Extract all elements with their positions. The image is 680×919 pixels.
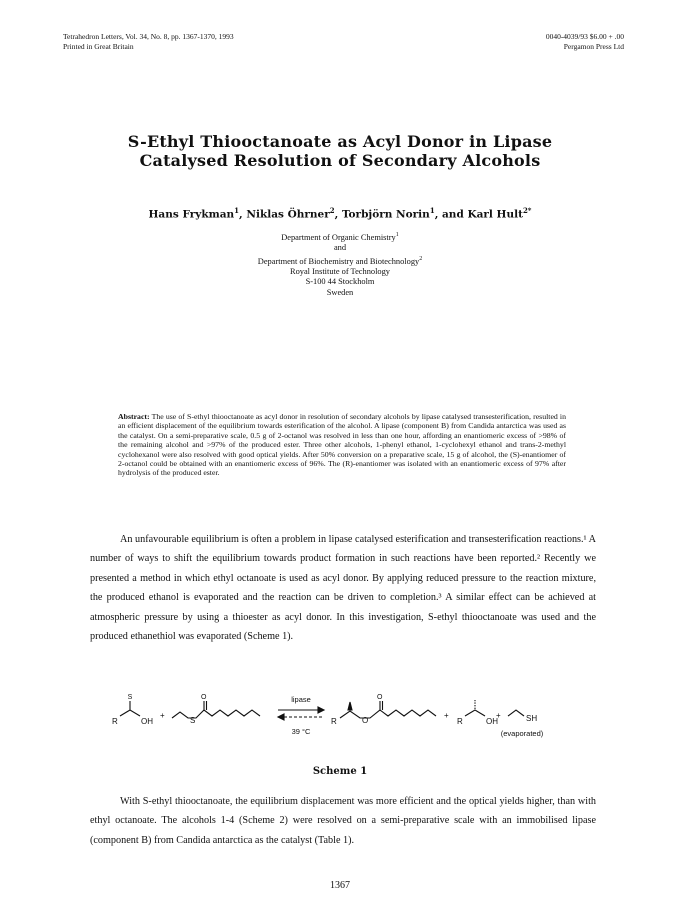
author-affil-mark: 1	[429, 206, 435, 215]
ester-oxygen-label: O	[362, 716, 369, 725]
journal-header	[63, 32, 234, 52]
body-paragraph-1	[90, 530, 596, 646]
scheme-caption: Scheme 1	[312, 766, 368, 777]
paragraph-text: With S-ethyl thiooctanoate, the equilibrium displacement was more efficient and the optical yields higher, than with ethyl octanoate. The alcohols 1-4 (Scheme 2) were resolved on a semi-preparative scale with an immobilised lipase (component B) from Candida antarctica as the catalyst (Table 1).	[90, 796, 596, 846]
page-number: 1367	[330, 880, 350, 891]
article-code: 0040-4039/93 $6.00 + .00	[545, 32, 624, 41]
stereo-mark: S	[127, 694, 133, 701]
r-group-label: R	[112, 717, 118, 726]
sulfur-label: S	[190, 716, 196, 725]
affiliation-and: and	[333, 243, 347, 253]
alcohol-skeleton	[120, 710, 140, 716]
affiliation-country: Sweden	[326, 287, 354, 297]
hydroxyl-label: OH	[486, 717, 498, 726]
r-group-label: R	[457, 717, 463, 726]
author-name: Torbjörn Norin	[341, 208, 430, 221]
remaining-alcohol-skeleton	[465, 710, 485, 716]
catalyst-label: lipase	[291, 695, 311, 704]
ester-skeleton	[340, 710, 436, 718]
paragraph-text: An unfavourable equilibrium is often a problem in lipase catalysed esterification and transesterification reactions.¹ A number of ways to shift the equilibrium towards product formation in such reactions have been reported.² Recently we presented a method in which ethyl octanoate is used as acyl donor. By applying reduced pressure to the reaction mixture, the produced ethanol is evaporated and the reaction can be driven to completion.³ A similar effect can be achieved at atmospheric pressure by using a thioester as acyl donor. In this investigation, S-ethyl thiooctanoate was used and the produced ethanethiol was evaporated (Scheme 1).	[90, 534, 596, 643]
ethanethiol-skeleton	[508, 710, 524, 716]
abstract-text: The use of S-ethyl thiooctanoate as acyl donor in resolution of secondary alcohols by lipase catalysed transesterification, resulted in an efficient displacement of the equilibrium towards esterification of the alcohol. A lipase (component B) from Candida antarctica was used as the catalyst. On a semi-preparative scale, 0.5 g of 2-octanol was resolved in less than one hour, affording an enantiomeric excess of >98% of the remaining alcohol and >97% of the produced ester. Three other alcohols, 1-phenyl ethanol, 1-cyclohexyl ethanol and trans-2-methyl cyclohexanol were also resolved with good optical yields. After 50% conversion on a preparative scale, 15 g of alcohol, the (S)-enantiomer of 2-octanol could be obtained with an enantiomeric excess of 96%. The (R)-enantiomer was isolated with an enantiomeric excess of 97% after hydrolysis of the produced ester.	[118, 412, 566, 478]
evaporated-label: (evaporated)	[500, 729, 544, 738]
thioester-skeleton	[172, 710, 260, 718]
scheme-1-diagram	[110, 690, 570, 770]
affiliation-address: S-100 44 Stockholm	[305, 277, 375, 287]
printed-location: Printed in Great Britain	[63, 42, 134, 51]
ester-carbonyl-oxygen-label: O	[377, 694, 383, 701]
plus-sign: +	[444, 711, 449, 720]
publisher-header	[546, 32, 624, 52]
affil-mark-2: 2	[419, 255, 423, 262]
title-line-1: S-Ethyl Thiooctanoate as Acyl Donor in Lipase	[127, 132, 553, 151]
carbonyl-oxygen-label: O	[201, 694, 207, 701]
author-affil-mark: 2	[329, 206, 335, 215]
author-affil-mark: 2*	[522, 206, 532, 215]
author-name: Hans Frykman	[148, 208, 235, 221]
author-name: Karl Hult	[467, 208, 523, 221]
author-list: Hans Frykman$^1$, Niklas Öhrner$^2$, Torbjörn Norin$^1$, and Karl Hult$^{2*}$	[148, 206, 532, 221]
publisher-name: Pergamon Press Ltd	[563, 42, 624, 51]
plus-sign: +	[496, 711, 501, 720]
hydroxyl-label: OH	[141, 717, 153, 726]
body-paragraph-2	[90, 792, 596, 850]
affiliations	[0, 230, 680, 298]
thiol-label: SH	[526, 714, 538, 723]
paper-title	[0, 132, 680, 170]
journal-citation: Tetrahedron Letters, Vol. 34, No. 8, pp. 1367-1370, 1993	[63, 32, 234, 41]
affiliation-institute: Royal Institute of Technology	[290, 266, 390, 276]
plus-sign: +	[160, 711, 165, 720]
affiliation-dept-1: Department of Organic Chemistry	[281, 232, 396, 242]
author-conjunction: and	[442, 208, 464, 221]
abstract-label: Abstract:	[118, 412, 150, 421]
temperature-label: 39 °C	[291, 727, 311, 736]
r-group-label: R	[331, 717, 337, 726]
author-name: Niklas Öhrner	[246, 208, 330, 221]
affil-mark-1: 1	[395, 232, 399, 238]
author-affil-mark: 1	[234, 206, 240, 215]
abstract	[118, 412, 566, 478]
affiliation-dept-2: Department of Biochemistry and Biotechnology	[257, 256, 420, 266]
title-line-2: Catalysed Resolution of Secondary Alcohols	[139, 151, 541, 170]
